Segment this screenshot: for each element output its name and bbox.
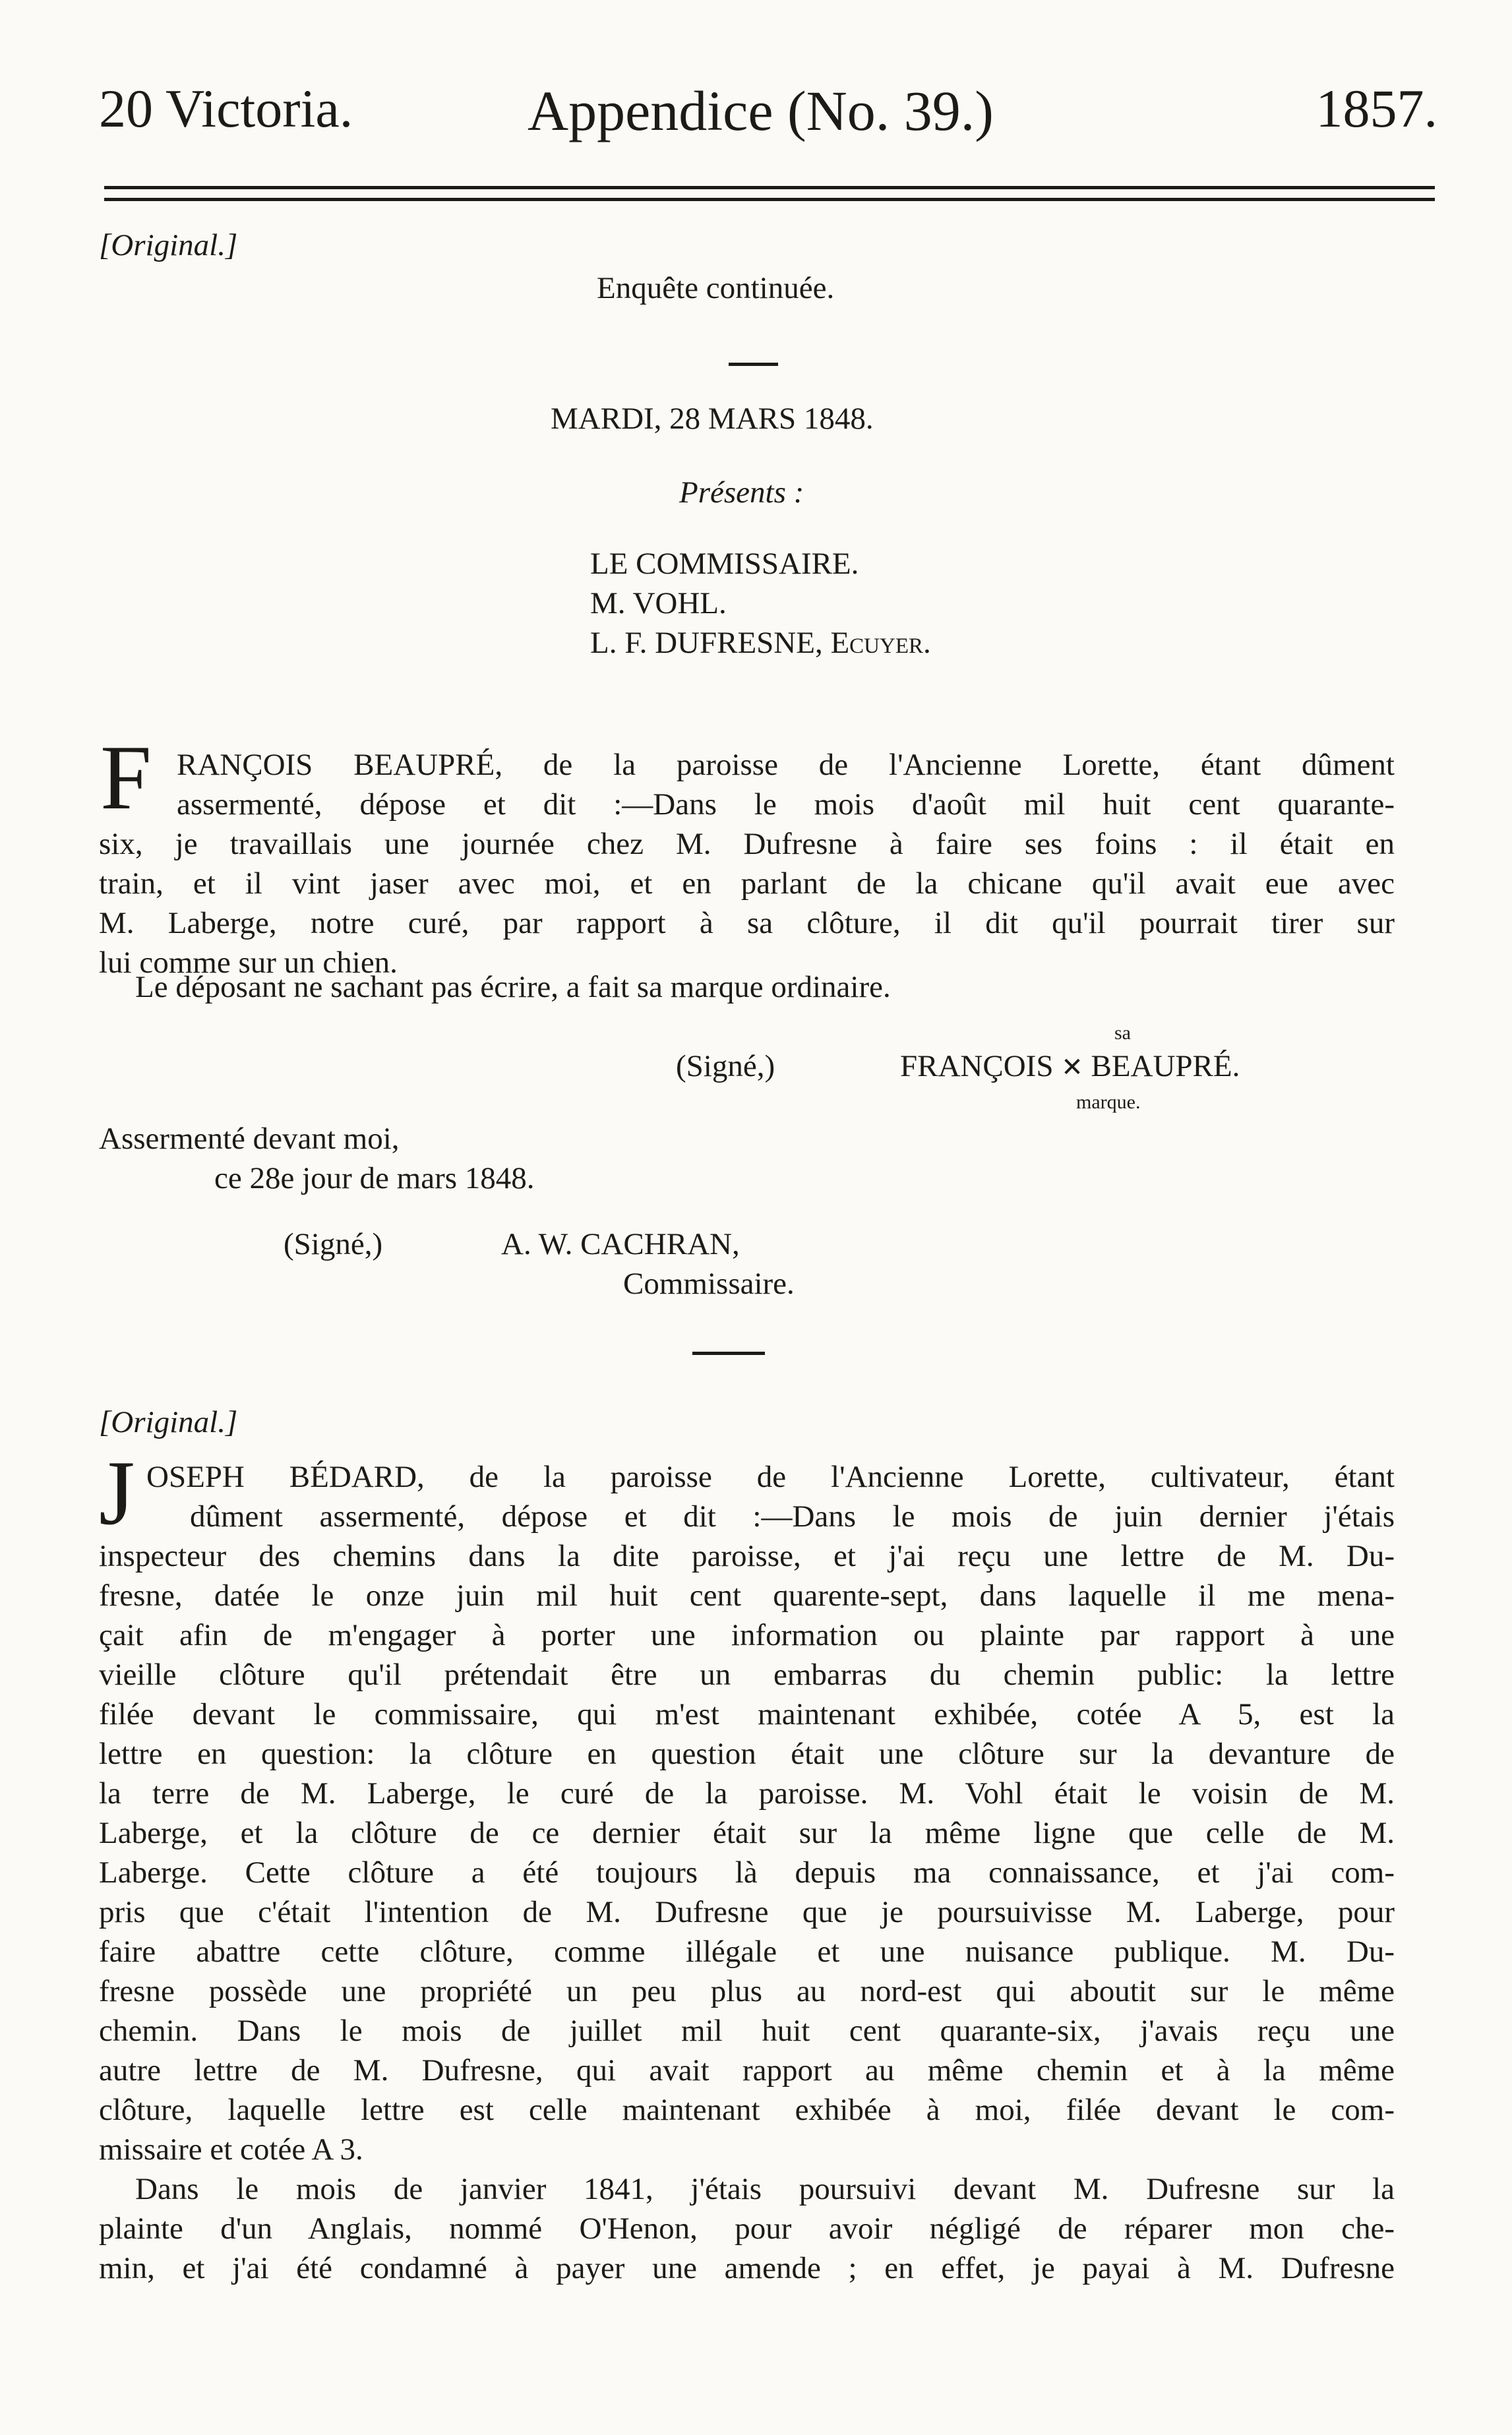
sworn-before: Assermenté devant moi,	[99, 1122, 400, 1156]
deposition-line: filée devant le commissaire, qui m'est maintenant exhibée, cotée A 5, est la	[99, 1697, 1395, 1731]
signature-sa: sa	[1114, 1022, 1131, 1044]
deposition-beaupre	[99, 745, 1395, 982]
deposition-line: RANÇOIS BEAUPRÉ, de la paroisse de l'Ancienne Lorette, étant dûment	[177, 748, 1395, 782]
dropcap-f: F	[100, 727, 152, 829]
deposition-line: fresne, datée le onze juin mil huit cent quarente-sept, dans laquelle il me mena-	[99, 1578, 1395, 1613]
separator-1	[729, 363, 778, 366]
header-volume: 20 Victoria.	[99, 78, 353, 138]
header-appendix: Appendice (No. 39.)	[528, 79, 994, 142]
session-date: MARDI, 28 MARS 1848.	[551, 402, 874, 436]
deposition-line: chemin. Dans le mois de juillet mil huit cent quarante-six, j'avais reçu une	[99, 2014, 1395, 2048]
original-tag-1: [Original.]	[99, 228, 238, 262]
deposition-line: Dans le mois de janvier 1841, j'étais poursuivi devant M. Dufresne sur la	[135, 2172, 1395, 2206]
mark-note: Le déposant ne sachant pas écrire, a fait sa marque ordinaire.	[135, 970, 891, 1004]
header-rule-bottom	[104, 198, 1435, 201]
deposition-line: OSEPH BÉDARD, de la paroisse de l'Ancienne Lorette, cultivateur, étant	[146, 1460, 1395, 1494]
deposition-line: inspecteur des chemins dans la dite paroisse, et j'ai reçu une lettre de M. Du-	[99, 1539, 1395, 1573]
deposition-line: Laberge, et la clôture de ce dernier était sur la même ligne que celle de M.	[99, 1816, 1395, 1850]
section-subtitle: Enquête continuée.	[597, 271, 835, 305]
deposition-line: six, je travaillais une journée chez M. Dufresne à faire ses foins : il était en	[99, 827, 1395, 861]
commissioner-name: A. W. CACHRAN,	[501, 1227, 740, 1261]
deposition-line: Laberge. Cette clôture a été toujours là depuis ma connaissance, et j'ai com-	[99, 1855, 1395, 1890]
deposition-line: missaire et cotée A 3.	[99, 2132, 363, 2167]
deposition-line: dûment assermenté, dépose et dit :—Dans le mois de juin dernier j'étais	[190, 1499, 1395, 1534]
signature-first-name: FRANÇOIS	[900, 1049, 1054, 1083]
signature-name	[900, 1048, 1240, 1084]
deposition-line: pris que c'était l'intention de M. Dufresne que je poursuivisse M. Laberge, pour	[99, 1895, 1395, 1929]
present-vohl: M. VOHL.	[590, 586, 727, 620]
deposition-line: vieille clôture qu'il prétendait être un embarras du chemin public: la lettre	[99, 1658, 1395, 1692]
separator-2	[692, 1352, 765, 1355]
commissioner-signe: (Signé,)	[284, 1227, 383, 1261]
deposition-line: faire abattre cette clôture, comme illégale et une nuisance publique. M. Du-	[99, 1935, 1395, 1969]
deposition-line: lettre en question: la clôture en question était une clôture sur la devanture de	[99, 1737, 1395, 1771]
header-year: 1857.	[1315, 78, 1437, 138]
present-commissioner: LE COMMISSAIRE.	[590, 547, 859, 581]
commissioner-title: Commissaire.	[623, 1267, 795, 1301]
deposition-line: autre lettre de M. Dufresne, qui avait rapport au même chemin et à la même	[99, 2053, 1395, 2088]
deposition-line: clôture, laquelle lettre est celle maintenant exhibée à moi, filée devant le com-	[99, 2093, 1395, 2127]
running-header	[99, 78, 1437, 150]
deposition-line: M. Laberge, notre curé, par rapport à sa clôture, il dit qu'il pourrait tirer sur	[99, 906, 1395, 940]
dropcap-j: J	[99, 1442, 135, 1544]
header-rule-top	[104, 186, 1435, 189]
presents-label: Présents :	[679, 475, 804, 510]
signature-mark: ✕	[1061, 1052, 1083, 1083]
deposition-line: fresne possède une propriété un peu plus au nord-est qui aboutit sur le même	[99, 1974, 1395, 2008]
deposition-line: plainte d'un Anglais, nommé O'Henon, pour avoir négligé de réparer mon che-	[99, 2211, 1395, 2246]
deposition-line: lui comme sur un chien.	[99, 946, 398, 980]
present-dufresne: L. F. DUFRESNE, Ecuyer.	[590, 626, 931, 660]
deposition-line: la terre de M. Laberge, le curé de la paroisse. M. Vohl était le voisin de M.	[99, 1776, 1395, 1811]
deposition-line: train, et il vint jaser avec moi, et en parlant de la chicane qu'il avait eue avec	[99, 866, 1395, 901]
deposition-line: çait afin de m'engager à porter une information ou plainte par rapport à une	[99, 1618, 1395, 1652]
signature-last-name: BEAUPRÉ.	[1091, 1049, 1240, 1083]
deposition-bedard	[99, 1457, 1395, 2288]
original-tag-2: [Original.]	[99, 1405, 238, 1439]
sworn-date: ce 28e jour de mars 1848.	[214, 1161, 535, 1195]
deposition-line: min, et j'ai été condamné à payer une amende ; en effet, je payai à M. Dufresne	[99, 2251, 1395, 2285]
signature-signe: (Signé,)	[676, 1049, 775, 1083]
deposition-line: assermenté, dépose et dit :—Dans le mois d'août mil huit cent quarante-	[177, 787, 1395, 822]
signature-marque: marque.	[1076, 1091, 1141, 1113]
